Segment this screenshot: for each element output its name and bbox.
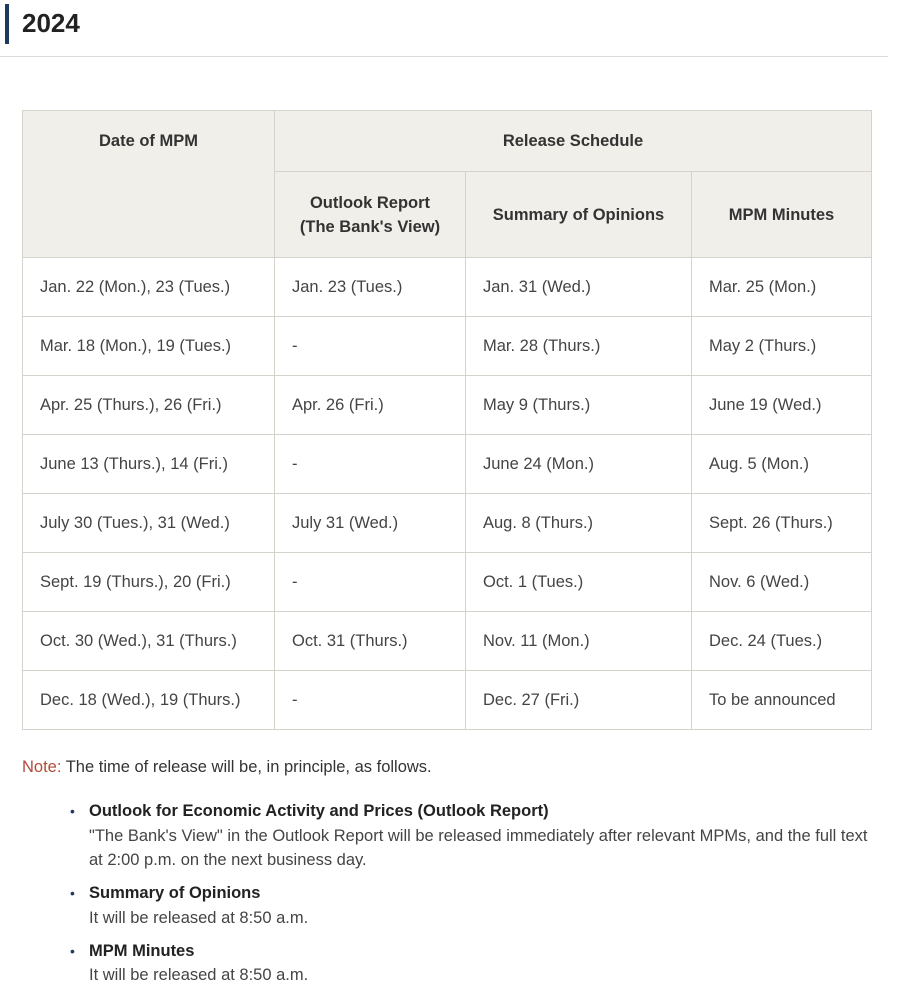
header-summary-of-opinions: Summary of Opinions [466,172,692,258]
cell-minutes: May 2 (Thurs.) [692,317,872,376]
table-row [23,376,872,435]
table-row [23,258,872,317]
list-item [70,881,870,930]
cell-minutes: To be announced [692,671,872,730]
table-row [23,494,872,553]
heading-accent-bar [5,4,9,44]
cell-outlook: - [275,435,466,494]
cell-date: Sept. 19 (Thurs.), 20 (Fri.) [23,553,275,612]
cell-date: Mar. 18 (Mon.), 19 (Tues.) [23,317,275,376]
cell-summary: Dec. 27 (Fri.) [466,671,692,730]
cell-summary: Jan. 31 (Wed.) [466,258,692,317]
header-mpm-minutes: MPM Minutes [692,172,872,258]
bullet-icon: • [70,885,75,901]
cell-summary: May 9 (Thurs.) [466,376,692,435]
cell-minutes: Nov. 6 (Wed.) [692,553,872,612]
cell-summary: Oct. 1 (Tues.) [466,553,692,612]
cell-minutes: Dec. 24 (Tues.) [692,612,872,671]
table-row [23,671,872,730]
cell-summary: Nov. 11 (Mon.) [466,612,692,671]
year-heading [0,0,888,57]
release-time-note [22,756,432,778]
note-label: Note: [22,758,62,776]
item-desc: It will be released at 8:50 a.m. [89,966,309,984]
cell-minutes: Sept. 26 (Thurs.) [692,494,872,553]
cell-summary: June 24 (Mon.) [466,435,692,494]
cell-date: June 13 (Thurs.), 14 (Fri.) [23,435,275,494]
item-title: Outlook for Economic Activity and Prices (Outlook Report) [89,802,549,820]
cell-outlook: - [275,553,466,612]
header-outlook-report [275,172,466,258]
bullet-icon: • [70,942,75,959]
cell-date: Jan. 22 (Mon.), 23 (Tues.) [23,258,275,317]
item-title: Summary of Opinions [89,884,261,902]
cell-minutes: June 19 (Wed.) [692,376,872,435]
table-row [23,612,872,671]
header-outlook-line2: (The Bank's View) [299,217,441,236]
table-row [23,435,872,494]
cell-outlook: - [275,671,466,730]
cell-outlook: - [275,317,466,376]
item-title: MPM Minutes [89,941,195,960]
cell-summary: Mar. 28 (Thurs.) [466,317,692,376]
cell-date: Dec. 18 (Wed.), 19 (Thurs.) [23,671,275,730]
header-date-of-mpm: Date of MPM [23,111,275,258]
release-time-list [70,799,870,996]
item-desc: It will be released at 8:50 a.m. [89,908,309,927]
cell-outlook: Apr. 26 (Fri.) [275,376,466,435]
cell-date: Oct. 30 (Wed.), 31 (Thurs.) [23,612,275,671]
table-row [23,317,872,376]
release-schedule-table [22,110,872,730]
cell-minutes: Mar. 25 (Mon.) [692,258,872,317]
cell-outlook: Jan. 23 (Tues.) [275,258,466,317]
cell-date: July 30 (Tues.), 31 (Wed.) [23,494,275,553]
header-release-schedule: Release Schedule [275,111,872,172]
table-row [23,553,872,612]
list-item [70,939,870,988]
bullet-icon: • [70,803,75,819]
cell-outlook: July 31 (Wed.) [275,494,466,553]
page-title: 2024 [22,8,80,38]
cell-summary: Aug. 8 (Thurs.) [466,494,692,553]
header-outlook-line1: Outlook Report [309,193,431,212]
item-desc: "The Bank's View" in the Outlook Report will be released immediately after relevant MPMs, and the full text at 2:00 p.m. on the next business day. [89,826,868,869]
list-item [70,799,870,873]
cell-minutes: Aug. 5 (Mon.) [692,435,872,494]
note-text: The time of release will be, in principle, as follows. [61,758,432,776]
cell-outlook: Oct. 31 (Thurs.) [275,612,466,671]
cell-date: Apr. 25 (Thurs.), 26 (Fri.) [23,376,275,435]
